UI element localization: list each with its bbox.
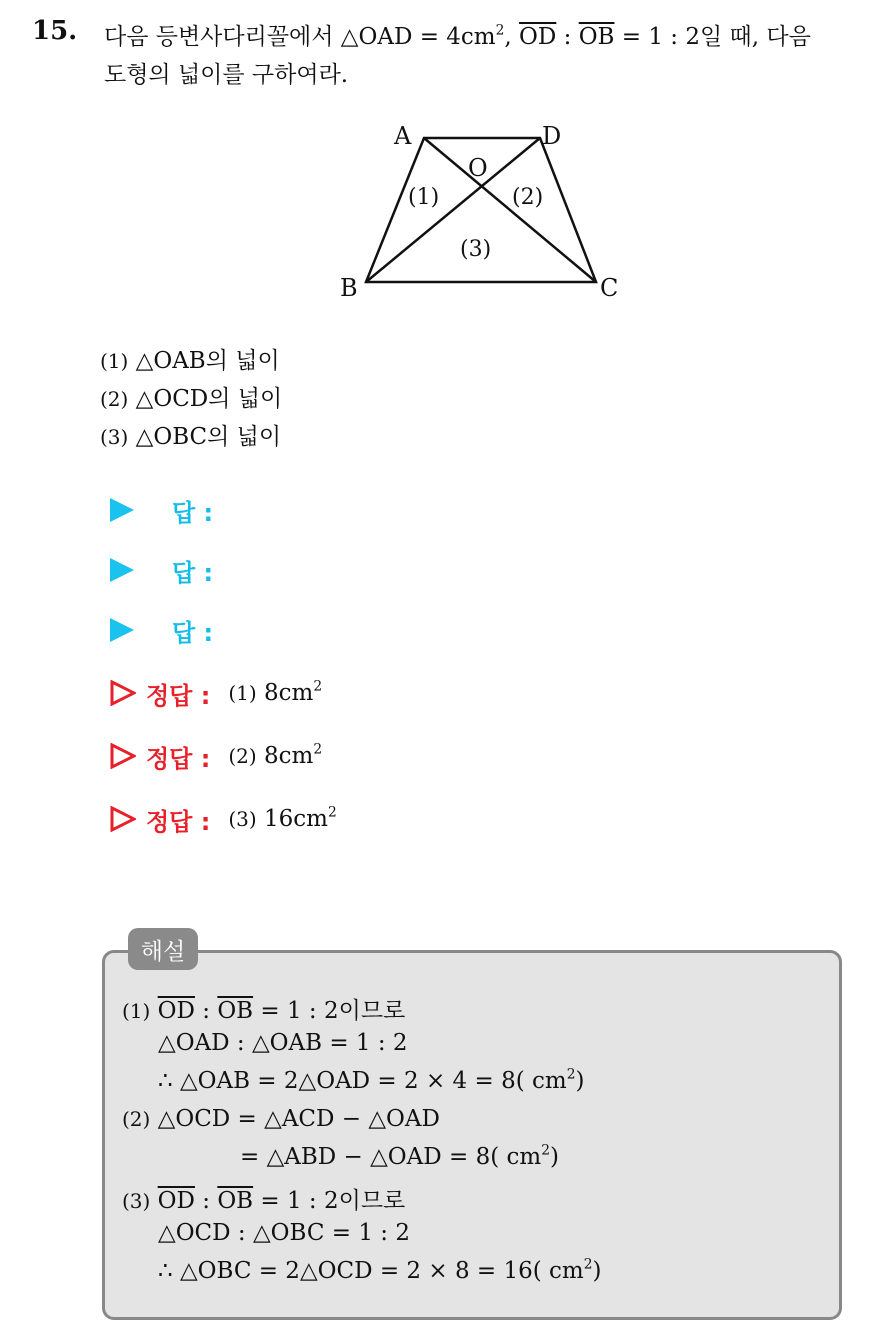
answer-row-3 (110, 610, 213, 650)
trapezoid-figure (330, 112, 630, 312)
solution-text: ∴ △OAB = 2△OAD = 2 × 4 = 8( cm (158, 1068, 567, 1094)
correct-answer-text: 8cm (263, 743, 314, 769)
answer-row-2 (110, 550, 213, 590)
solution-line-5 (240, 1144, 559, 1170)
correct-answer-text: 8cm (263, 680, 314, 706)
trapezoid-diagram (330, 112, 630, 312)
unit-exponent: 2 (327, 804, 337, 821)
question-line-2: 도형의 넓이를 구하여라. (104, 62, 349, 88)
segment-ob: $\overline{OB}$ (578, 24, 615, 50)
diagonal-bd (366, 138, 540, 282)
solution-text: △OCD : △OBC = 1 : 2 (158, 1220, 410, 1246)
vertex-a-label: A (394, 122, 412, 150)
subquestion-2 (100, 380, 282, 413)
solution-line-2 (158, 1030, 408, 1056)
outline-triangle-icon (110, 743, 136, 769)
subquestion-text: △OCD의 넓이 (135, 386, 283, 412)
correct-answer-value (228, 806, 336, 832)
answer-label: 답 : (172, 498, 214, 527)
correct-answer-value (228, 743, 322, 769)
solution-step-number: (2) (122, 1107, 151, 1131)
answer-row-1 (110, 490, 213, 530)
unit-exponent: 2 (566, 1066, 576, 1083)
solution-text: ∴ △OBC = 2△OCD = 2 × 8 = 16( cm (158, 1258, 584, 1284)
ratio-colon: : (202, 1188, 211, 1214)
unit-exponent: 2 (495, 22, 505, 39)
question-text-prefix: 다음 등변사다리꼴에서 △OAD = 4cm (104, 24, 496, 50)
solution-line-3 (158, 1068, 584, 1094)
closing-paren: ) (592, 1258, 602, 1284)
unit-exponent: 2 (313, 741, 323, 758)
solution-text: △OAD : △OAB = 1 : 2 (158, 1030, 408, 1056)
subquestion-number: (2) (100, 387, 129, 411)
answer-label: 답 : (172, 558, 214, 587)
solution-line-7 (158, 1220, 410, 1246)
solution-line-1 (122, 992, 405, 1025)
solution-step-number: (3) (122, 1189, 151, 1213)
ratio-colon: : (202, 998, 211, 1024)
subquestion-text: △OAB의 넓이 (135, 348, 280, 374)
solution-tag: 해설 (128, 928, 198, 970)
ratio-colon: : (563, 24, 572, 50)
unit-exponent: 2 (583, 1256, 593, 1273)
subquestion-number: (1) (100, 349, 129, 373)
question-number: 15. (32, 16, 78, 46)
correct-answer-label: 정답 : (146, 681, 211, 710)
outline-triangle-icon (110, 680, 136, 706)
diagonal-ac (424, 138, 596, 282)
play-triangle-icon (110, 498, 134, 522)
answer-label: 답 : (172, 618, 214, 647)
outline-triangle-icon (110, 806, 136, 832)
unit-exponent: 2 (541, 1142, 550, 1159)
question-separator: , (504, 24, 512, 50)
segment-ob: $\overline{OB}$ (217, 998, 254, 1024)
center-o-label: O (468, 154, 488, 182)
question-line-1 (104, 18, 811, 51)
segment-ob: $\overline{OB}$ (217, 1188, 254, 1214)
correct-answer-row-1 (110, 673, 322, 713)
play-triangle-icon (110, 618, 134, 642)
play-triangle-icon (110, 558, 134, 582)
solution-text: △OCD = △ACD − △OAD (157, 1106, 440, 1132)
solution-text: = 1 : 2이므로 (260, 1188, 406, 1214)
correct-answer-number: (3) (228, 807, 257, 831)
closing-paren: ) (550, 1144, 559, 1170)
question-text-suffix: = 1 : 2일 때, 다음 (621, 24, 811, 50)
subquestion-1 (100, 342, 280, 375)
correct-answer-text: 16cm (263, 806, 328, 832)
correct-answer-row-2 (110, 736, 322, 776)
subquestion-text: △OBC의 넓이 (135, 424, 282, 450)
segment-od: $\overline{OD}$ (157, 998, 195, 1024)
closing-paren: ) (575, 1068, 585, 1094)
correct-answer-value (228, 680, 322, 706)
solution-line-4 (122, 1106, 440, 1132)
vertex-c-label: C (600, 274, 619, 302)
vertex-b-label: B (340, 274, 358, 302)
region-3-label: (3) (460, 237, 492, 262)
segment-od: $\overline{OD}$ (519, 24, 557, 50)
segment-od: $\overline{OD}$ (157, 1188, 195, 1214)
solution-text: = △ABD − △OAD = 8( cm (240, 1144, 542, 1170)
solution-text: = 1 : 2이므로 (260, 998, 406, 1024)
correct-answer-label: 정답 : (146, 744, 211, 773)
correct-answer-row-3 (110, 799, 337, 839)
region-1-label: (1) (408, 185, 440, 210)
unit-exponent: 2 (313, 678, 323, 695)
subquestion-number: (3) (100, 425, 129, 449)
correct-answer-label: 정답 : (146, 807, 211, 836)
solution-line-8 (158, 1258, 601, 1284)
region-2-label: (2) (512, 185, 544, 210)
correct-answer-number: (1) (228, 681, 257, 705)
vertex-d-label: D (542, 122, 562, 150)
solution-step-number: (1) (122, 999, 151, 1023)
solution-line-6 (122, 1182, 405, 1215)
correct-answer-number: (2) (228, 744, 257, 768)
subquestion-3 (100, 418, 281, 451)
